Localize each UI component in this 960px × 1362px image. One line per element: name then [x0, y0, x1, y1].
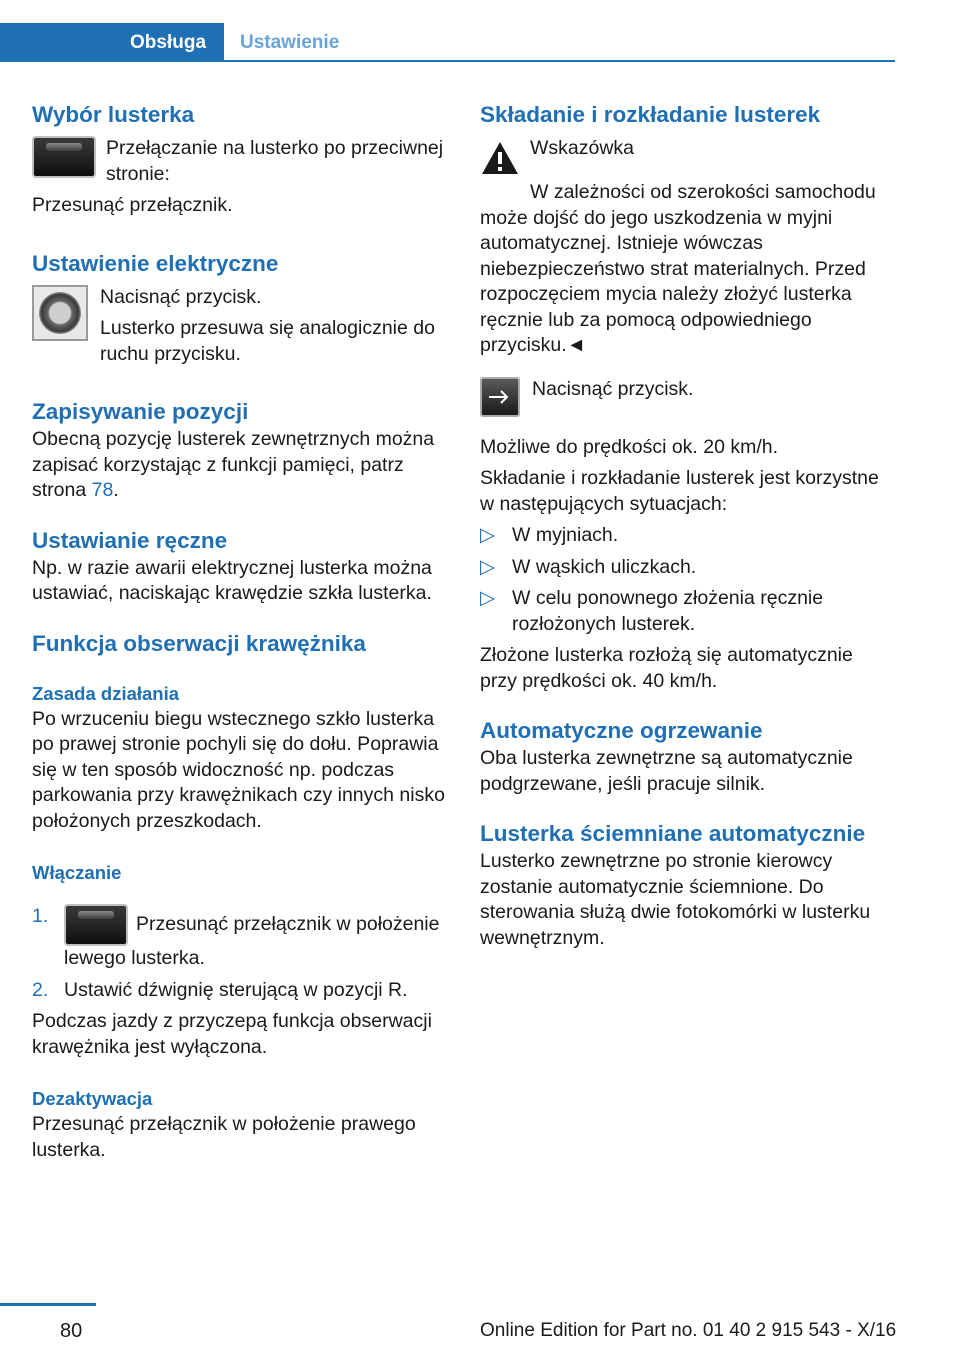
heading-select-mirror: Wybór lusterka [32, 102, 195, 127]
right-column [480, 100, 892, 951]
situations-list [480, 523, 892, 637]
heating-text: Oba lusterka zewnętrzne są automatycznie podgrzewane, jeśli pracuje silnik. [480, 747, 853, 795]
left-column [32, 100, 452, 1163]
step-1-text: Przesunąć przełącznik w położenie lewego lusterka. [64, 913, 440, 969]
edition-text: Online Edition for Part no. 01 40 2 915 543 - X/16 [480, 1320, 897, 1341]
select-action: Przesunąć przełącznik. [32, 194, 233, 216]
bullet-text: W celu ponownego złożenia ręcznie rozłożonych lusterek. [512, 587, 824, 635]
save-paragraph [32, 427, 452, 504]
deactivation-text: Przesunąć przełącznik w położenie prawego lusterka. [32, 1113, 416, 1161]
electric-icon-row [32, 285, 452, 368]
mirror-switch-icon [64, 904, 128, 946]
heading-electric: Ustawienie elektryczne [32, 250, 279, 276]
tab-ustawienie[interactable]: Ustawienie [240, 32, 340, 53]
heading-save-position: Zapisywanie pozycji [32, 399, 249, 424]
fold-mirrors-button-icon [480, 377, 520, 417]
bullet-marker: ▷ [480, 587, 495, 609]
heading-activation: Włączanie [32, 862, 122, 883]
heading-deactivation: Dezaktywacja [32, 1088, 153, 1109]
heading-auto-dim: Lusterka ściemniane automatycznie [480, 821, 866, 846]
save-dot: . [113, 479, 119, 501]
fold-button-row [480, 377, 892, 417]
header-rule [0, 60, 895, 62]
heading-manual: Ustawianie ręczne [32, 527, 228, 553]
save-text: Obecną pozycję lusterek zewnętrznych można zapisać korzystając z funkcji pamięci, patrz strona [32, 428, 435, 501]
note-row [480, 136, 892, 176]
heading-curb-monitor: Funkcja obserwacji krawężnika [32, 630, 366, 656]
heading-principle: Zasada działania [32, 682, 180, 704]
page-link-78[interactable]: 78 [91, 479, 114, 501]
activation-steps [32, 904, 452, 1003]
heading-heating: Automatyczne ogrzewanie [480, 718, 763, 743]
heading-fold-mirrors: Składanie i rozkładanie lusterek [480, 102, 821, 127]
principle-text: Po wrzuceniu biegu wstecznego szkło lusterka po prawej stronie pochyli się do dołu. Poprawia się w ten sposób widoczność np. podczas parkowania przy krawężnikach czy innych nisko położonych przeszkodach. [32, 707, 445, 832]
speed-text: Możliwe do prędkości ok. 20 km/h. [480, 435, 779, 458]
page-number: 80 [60, 1320, 83, 1342]
mirror-switch-icon [32, 136, 96, 178]
auto-dim-text: Lusterko zewnętrzne po stronie kierowcy zostanie automatycznie ściemnione. Do sterowania służą dwie fotokomórki w lusterku wewnętrznym. [480, 850, 871, 949]
list-item [480, 586, 892, 637]
step-2-text: Ustawić dźwignię sterującą w pozycji R. [64, 978, 408, 1001]
step-1-marker: 1. [32, 905, 49, 927]
note-text: W zależności od szerokości samochodu może dojść do jego uszkodzenia w myjni automatycznej. Istnieje wówczas niebezpieczeństwo strat materialnych. Przed rozpoczęciem mycia należy złożyć lusterka ręcznie lub za pomocą odpowiedniego przycisku.◄ [480, 181, 876, 356]
step-1 [32, 904, 452, 972]
step-2-marker: 2. [32, 978, 49, 1001]
step-2 [32, 978, 452, 1004]
bullet-text: W wąskich uliczkach. [512, 555, 697, 578]
bullet-text: W myjniach. [512, 524, 619, 546]
select-icon-row [32, 136, 452, 187]
note-title: Wskazówka [530, 137, 635, 159]
press-button-text: Nacisnąć przycisk. [532, 377, 694, 400]
electric-step-2: Lusterko przesuwa się analogicznie do ruchu przycisku. [100, 317, 435, 365]
select-icon-text: Przełączanie na lusterko po przeciwnej stronie: [106, 137, 444, 185]
bullet-marker: ▷ [480, 524, 495, 546]
header-tabs [0, 0, 960, 64]
bullet-marker: ▷ [480, 555, 495, 578]
useful-text: Składanie i rozkładanie lusterek jest korzystne w następujących sytuacjach: [480, 467, 879, 515]
tab-obsluga[interactable]: Obsługa [0, 23, 224, 61]
list-item [480, 555, 892, 581]
list-item [480, 523, 892, 549]
unfold-text: Złożone lusterka rozłożą się automatycznie przy prędkości ok. 40 km/h. [480, 644, 853, 692]
warning-icon [480, 140, 520, 176]
electric-step-1: Nacisnąć przycisk. [100, 285, 262, 308]
mirror-joystick-icon [32, 285, 88, 341]
manual-text: Np. w razie awarii elektrycznej lusterka można ustawiać, naciskając krawędzie szkła lusterka. [32, 556, 432, 604]
footer-rule [0, 1303, 96, 1306]
trailer-text: Podczas jazdy z przyczepą funkcja obserwacji krawężnika jest wyłączona. [32, 1010, 432, 1058]
